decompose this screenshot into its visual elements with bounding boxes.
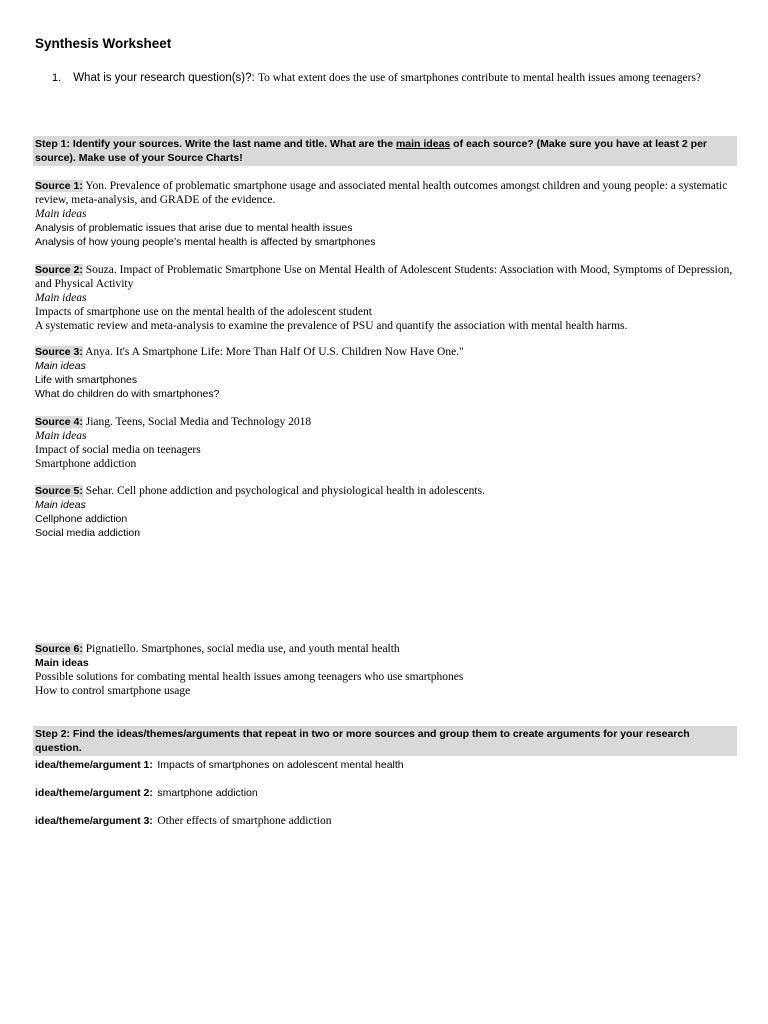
main-idea: Analysis of problematic issues that arise due to mental health issues xyxy=(35,222,353,234)
question-answer: To what extent does the use of smartphones contribute to mental health issues among teenagers? xyxy=(257,72,702,84)
main-idea: Cellphone addiction xyxy=(35,513,128,525)
main-idea: Possible solutions for combating mental health issues among teenagers who use smartphones xyxy=(35,671,464,683)
main-idea: Impact of social media on teenagers xyxy=(35,444,201,456)
main-idea: Analysis of how young people’s mental health is affected by smartphones xyxy=(35,236,376,248)
argument-3 xyxy=(35,811,331,829)
source-2 xyxy=(35,263,735,333)
source-label: Source 4: xyxy=(35,416,83,428)
argument-1 xyxy=(35,755,404,773)
step1-text-before: Step 1: Identify your sources. Write the last name and title. What are the xyxy=(35,138,396,150)
research-question xyxy=(52,72,701,84)
source-title: Jiang. Teens, Social Media and Technology 2018 xyxy=(85,416,312,428)
main-ideas-label: Main ideas xyxy=(35,430,87,442)
source-title: Anya. It's A Smartphone Life: More Than Half Of U.S. Children Now Have One." xyxy=(85,346,464,358)
source-6 xyxy=(35,642,735,698)
source-title: Souza. Impact of Problematic Smartphone Use on Mental Health of Adolescent Students: Association with Mood, Symptoms of Depression, and Physical Activity xyxy=(35,264,733,290)
question-number: 1. xyxy=(52,72,62,84)
source-title: Pignatiello. Smartphones, social media use, and youth mental health xyxy=(85,643,400,655)
main-idea: Impacts of smartphone use on the mental health of the adolescent student xyxy=(35,306,372,318)
argument-text: Other effects of smartphone addiction xyxy=(157,815,332,827)
step1-instructions xyxy=(33,136,737,166)
source-5 xyxy=(35,484,735,540)
argument-label: idea/theme/argument 2: xyxy=(35,787,153,799)
main-idea: How to control smartphone usage xyxy=(35,685,191,697)
source-label: Source 1: xyxy=(35,180,83,192)
argument-text: smartphone addiction xyxy=(157,787,258,799)
argument-label: idea/theme/argument 1: xyxy=(35,759,153,771)
main-ideas-label: Main ideas xyxy=(35,360,86,372)
argument-text: Impacts of smartphones on adolescent mental health xyxy=(157,759,404,771)
source-4 xyxy=(35,415,735,471)
source-label: Source 5: xyxy=(35,485,83,497)
argument-2 xyxy=(35,783,258,801)
source-3 xyxy=(35,345,735,401)
main-ideas-label: Main ideas xyxy=(35,292,87,304)
source-label: Source 6: xyxy=(35,643,83,655)
main-ideas-label: Main ideas xyxy=(35,499,86,511)
source-label: Source 3: xyxy=(35,346,83,358)
page-title: Synthesis Worksheet xyxy=(35,36,172,51)
argument-label: idea/theme/argument 3: xyxy=(35,815,153,827)
main-idea: A systematic review and meta-analysis to examine the prevalence of PSU and quantify the association with mental health harms. xyxy=(35,320,628,332)
source-title: Yon. Prevalence of problematic smartphone usage and associated mental health outcomes amongst children and young people: a systematic review, meta-analysis, and GRADE of the evidence. xyxy=(35,180,728,206)
source-label: Source 2: xyxy=(35,264,83,276)
source-1 xyxy=(35,179,735,249)
step1-main-ideas-underlined: main ideas xyxy=(395,138,451,150)
main-idea: What do children do with smartphones? xyxy=(35,388,220,400)
main-ideas-label: Main ideas xyxy=(35,208,87,220)
question-label: What is your research question(s)?: xyxy=(73,72,255,84)
main-idea: Smartphone addiction xyxy=(35,458,137,470)
main-idea: Social media addiction xyxy=(35,527,141,539)
main-ideas-label: Main ideas xyxy=(35,657,89,669)
main-idea: Life with smartphones xyxy=(35,374,138,386)
source-title: Sehar. Cell phone addiction and psychological and physiological health in adolescents. xyxy=(85,485,485,497)
step1-text-after: of each source? (Make sure you have at least 2 per source). Make use of your Source Charts! xyxy=(35,138,708,164)
step2-instructions: Step 2: Find the ideas/themes/arguments that repeat in two or more sources and group them to create arguments for your research question. xyxy=(33,726,737,756)
